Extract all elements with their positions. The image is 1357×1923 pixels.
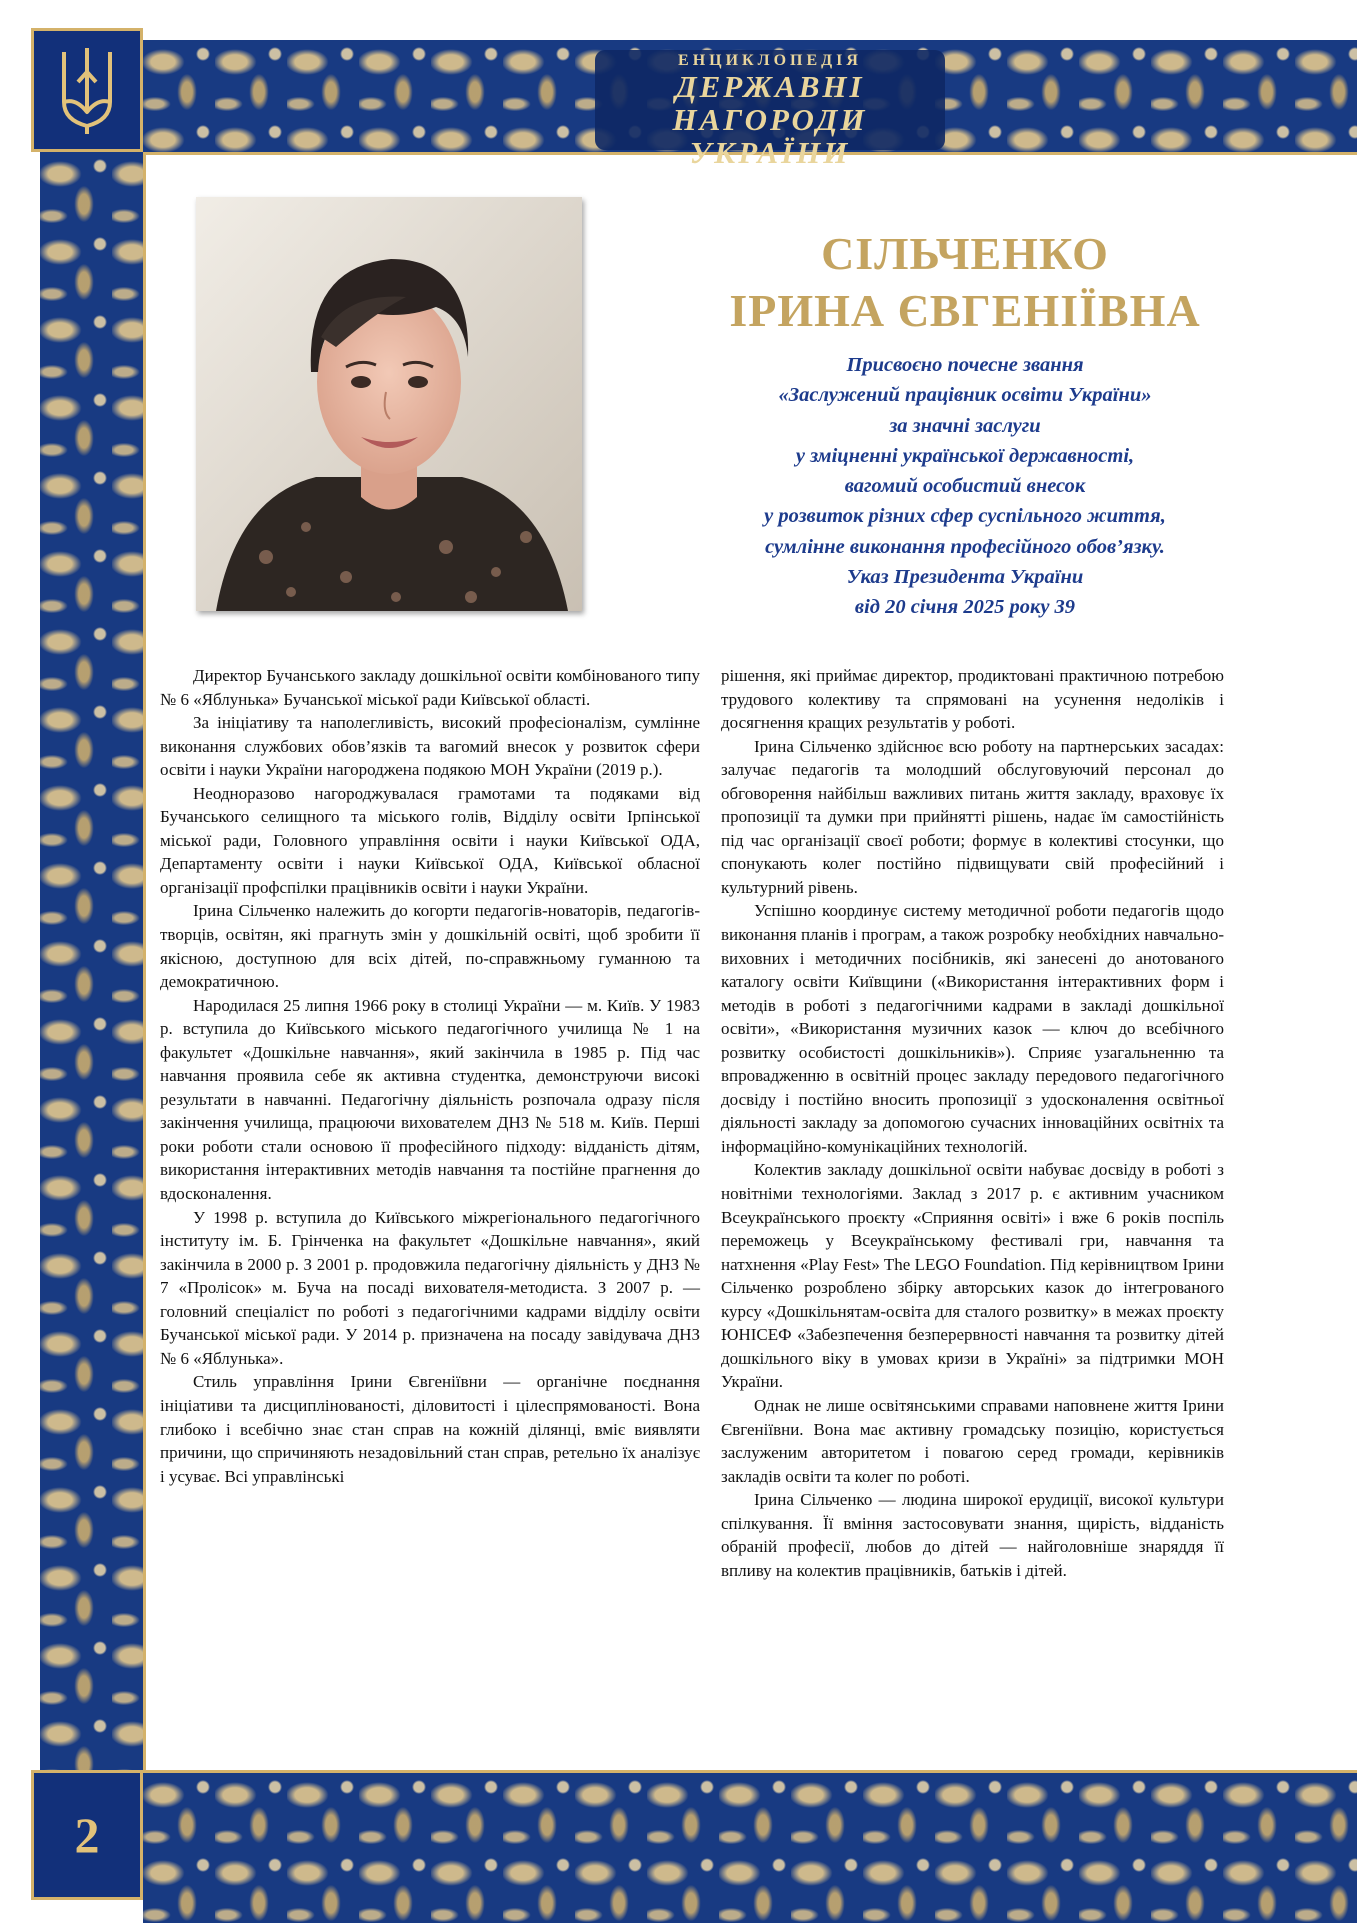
person-surname: СІЛЬЧЕНКО — [821, 228, 1109, 279]
biography-right-column — [721, 664, 1224, 1582]
paragraph: Стиль управління Ірини Євгеніївни — органічне поєднання ініціативи та дисциплінованості, діловитості і цілеспрямованості. Вона глибоко і всебічно знає стан справ на кожній ділянці, вміє виявляти причини, що спричиняють незадовільний стан справ, ретельно їх аналізує і усуває. Всі управлінські — [160, 1372, 700, 1486]
portrait-photo — [196, 197, 582, 611]
page-number: 2 — [74, 1807, 100, 1863]
award-line: за значні заслуги — [889, 414, 1041, 437]
award-line: від 20 січня 2025 року 39 — [854, 596, 1076, 619]
header-title-line1: ДЕРЖАВНІ НАГОРОДИ — [672, 69, 868, 137]
award-line: Присвоєно почесне звання — [846, 354, 1084, 376]
paragraph: Успішно координує систему методичної роботи педагогів щодо виконання планів і програм, а також розробку необхідних навчально-виховних і методичних посібників, які занесені до анотованого каталогу освіти Київщини («Використання інтерактивних форм і методів в роботі з педагогічними кадрами в закладі дошкільної освіти», «Використання музичних казок — ключ до всебічного розвитку особистості дошкільників»). Сприяє узагальненню та впровадженню в освітній процес закладу передового педагогічного досвіду і постійно вносить пропозиції з удосконалення освітньої діяльності закладу за допомогою сучасних інноваційних освітніх та інформаційно-комунікаційних технологій. — [721, 901, 1224, 1156]
page-number-box — [31, 1770, 143, 1900]
person-name-title — [650, 225, 1280, 339]
paragraph: За ініціативу та наполегливість, високий професіоналізм, сумлінне виконання службових обов’язків та вагомий внесок у розвиток сфери освіти і науки України нагороджена подякою МОН України (2019 р.). — [160, 713, 700, 780]
paragraph: Ірина Сільченко здійснює всю роботу на партнерських засадах: залучає педагогів та молодший обслуговуючий персонал до обговорення найбільш важливих питань життя закладу, враховує їх пропозиції та думки при прийнятті рішень, надає їм самостійність під час організації своєї роботи; формує в колективі стосунки, що спонукають колег постійно підвищувати свій професійний і культурний рівень. — [721, 736, 1224, 897]
biography-left-column — [160, 664, 700, 1488]
person-given-names: ІРИНА ЄВГЕНІЇВНА — [729, 285, 1201, 336]
paragraph: Однак не лише освітянськими справами наповнене життя Ірини Євгеніївни. Вона має активну громадську позицію, користується заслуженим авторитетом і повагою серед громади, керівників закладів освіти та колег по роботі. — [721, 1395, 1224, 1486]
header-title-line2: УКРАЇНИ — [689, 135, 851, 170]
portrait-image — [196, 197, 582, 611]
header-subtitle: ЕНЦИКЛОПЕДІЯ — [678, 52, 862, 69]
paragraph: Ірина Сільченко належить до когорти педагогів-новаторів, педагогів-творців, освітян, які прагнуть змін у дошкільній освіті, щоб зробити її якісною, доступною для всіх дітей, по-справжньому гуманною та демократичною. — [160, 901, 700, 992]
paragraph: У 1998 р. вступила до Київського міжрегіонального педагогічного інституту ім. Б. Грінченка на факультет «Дошкільне навчання», який закінчила в 2000 р. З 2001 р. продовжила педагогічну діяльність у ДНЗ № 7 «Пролісок» м. Буча на посаді вихователя-методиста. З 2007 р. — головний спеціаліст по роботі з педагогічними кадрами відділу освіти Бучанської міської ради. У 2014 р. призначена на посаду завідувача ДНЗ № 6 «Яблунька». — [160, 1207, 700, 1368]
paragraph-continuation: рішення, які приймає директор, продиктовані практичною потребою трудового колективу та спрямовані на усунення недоліків і досягнення кращих результатів у роботі. — [721, 666, 1224, 733]
award-line: у розвиток різних сфер суспільного життя, — [764, 505, 1166, 528]
award-line: у зміцненні української державності, — [795, 444, 1135, 467]
trident-icon — [52, 42, 122, 138]
ornament-border-bottom — [143, 1770, 1357, 1923]
award-line: сумлінне виконання професійного обов’язку. — [765, 535, 1165, 558]
paragraph: Директор Бучанського закладу дошкільної освіти комбінованого типу № 6 «Яблунька» Бучанської міської ради Київської області. — [160, 666, 700, 709]
award-statement — [650, 350, 1280, 623]
paragraph: Колектив закладу дошкільної освіти набуває досвіду в роботі з новітніми технологіями. Заклад з 2017 р. є активним учасником Всеукраїнського проєкту «Сприяння освіті» і вже 6 років поспіль переможець у Всеукраїнському фестивалі гри, навчання та натхнення «Play Fest» The LEGO Foundation. Під керівництвом Ірини Сільченко розроблено збірку авторських казок до інтегрованого курсу «Дошкільнятам-освіта для сталого розвитку» в межах проєкту ЮНІСЕФ «Забезпечення безперервності навчання та розвитку дітей дошкільного віку в умовах кризи в Україні» за підтримки МОН України. — [721, 1160, 1224, 1392]
ornament-border-left — [40, 152, 146, 1770]
paragraph: Ірина Сільченко — людина широкої ерудиції, високої культури спілкування. Її вміння застосовувати знання, щирість, відданість обраній професії, любов до дітей — найголовніше знаряддя її впливу на колектив працівників, батьків і дітей. — [721, 1490, 1224, 1580]
award-line: вагомий особистий внесок — [844, 475, 1086, 498]
paragraph: Народилася 25 липня 1966 року в столиці України — м. Київ. У 1983 р. вступила до Київського міського педагогічного училища № 1 на факультет «Дошкільне навчання», який закінчила в 1985 р. Під час навчання проявила себе як активна студентка, демонструючи високі результати в навчанні. Педагогічну діяльність розпочала одразу після закінчення училища, працюючи вихователем ДНЗ № 518 м. Київ. Перші роки роботи стали основою її професійного підходу: відданість дітям, використання інтерактивних методів навчання та постійне прагнення до вдосконалення. — [160, 995, 700, 1204]
encyclopedia-header — [595, 50, 945, 170]
trident-emblem — [31, 28, 143, 152]
award-line: Указ Президента України — [846, 566, 1084, 589]
paragraph: Неодноразово нагороджувалася грамотами та подяками від Бучанського селищного та міського голів, Відділу освіти Ірпінської міської ради, Головного управління освіти і науки Київської ОДА, Департаменту освіти і науки Київської ОДА, Київської обласної організації профспілки працівників освіти і науки України. — [160, 783, 700, 897]
award-line: «Заслужений працівник освіти України» — [778, 384, 1152, 407]
